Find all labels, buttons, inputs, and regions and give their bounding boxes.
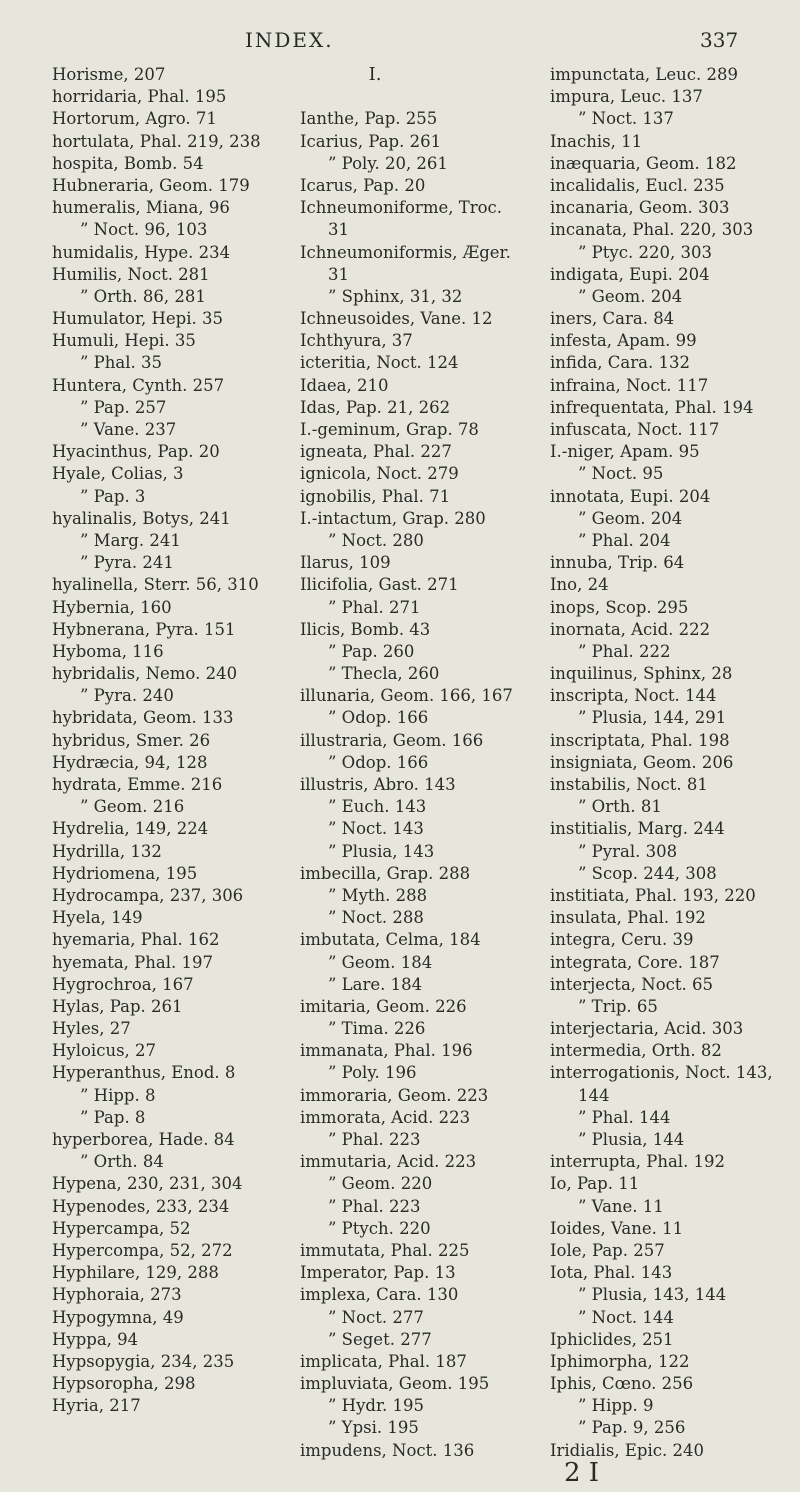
index-entry: ” Noct. 277	[328, 1307, 424, 1327]
index-entry: Hyles, 27	[52, 1019, 131, 1039]
index-entry: icteritia, Noct. 124	[300, 353, 459, 373]
index-entry: interrupta, Phal. 192	[550, 1152, 726, 1172]
index-entry: Io, Pap. 11	[550, 1174, 640, 1194]
index-entry: Hybnerana, Pyra. 151	[52, 619, 236, 639]
index-entry: ” Pyral. 308	[578, 841, 678, 861]
index-entry: Hypercompa, 52, 272	[52, 1240, 233, 1260]
index-entry: institialis, Marg. 244	[550, 819, 725, 839]
index-entry: Humuli, Hepi. 35	[52, 331, 196, 351]
index-entry: illunaria, Geom. 166, 167	[300, 686, 513, 706]
index-entry: Hygrochroa, 167	[52, 974, 194, 994]
index-entry: Ioides, Vane. 11	[550, 1218, 684, 1238]
index-entry: Iphis, Cœno. 256	[550, 1374, 694, 1394]
index-entry: ” Ypsi. 195	[328, 1418, 419, 1438]
index-entry: Hortorum, Agro. 71	[52, 109, 217, 129]
index-entry: Hyloicus, 27	[52, 1041, 157, 1061]
index-entry: ” Geom. 204	[578, 286, 683, 306]
index-entry: Hyphoraia, 273	[52, 1285, 182, 1305]
index-entry: ” Noct. 143	[328, 819, 424, 839]
index-entry: I.-intactum, Grap. 280	[300, 508, 486, 528]
index-entry: ” Geom. 204	[578, 508, 683, 528]
index-entry: ” Phal. 223	[328, 1130, 421, 1149]
index-entry: interjecta, Noct. 65	[550, 974, 713, 994]
index-entry: Ilicifolia, Gast. 271	[300, 575, 459, 595]
index-entry: ” Orth. 81	[578, 797, 662, 817]
index-entry: imitaria, Geom. 226	[300, 996, 467, 1016]
index-entry: ” Vane. 11	[578, 1196, 664, 1216]
index-entry: Iota, Phal. 143	[550, 1263, 673, 1283]
spacer	[300, 86, 540, 108]
index-entry: incanata, Phal. 220, 303	[550, 220, 754, 240]
index-entry: infraina, Noct. 117	[550, 375, 709, 395]
index-entry: hyperborea, Hade. 84	[52, 1130, 235, 1149]
index-entry: institiata, Phal. 193, 220	[550, 885, 756, 905]
index-entry: Iridialis, Epic. 240	[550, 1440, 704, 1460]
index-entry: ” Odop. 166	[328, 708, 429, 728]
index-entry: Ino, 24	[550, 575, 609, 595]
index-entry: ” Scop. 244, 308	[578, 863, 717, 883]
index-entry: ” Orth. 84	[80, 1152, 164, 1172]
index-entry: Icarus, Pap. 20	[300, 175, 426, 195]
index-entry: 31	[328, 264, 349, 284]
signature-mark: 2 I	[564, 1457, 600, 1488]
index-entry: implexa, Cara. 130	[300, 1285, 459, 1305]
index-entry: humidalis, Hype. 234	[52, 242, 231, 262]
index-entry: Hydrilla, 132	[52, 841, 162, 861]
index-entry: Iole, Pap. 257	[550, 1240, 665, 1260]
index-entry: ” Noct. 95	[578, 464, 664, 484]
index-entry: ” Pyra. 240	[80, 686, 174, 706]
index-entry: ” Plusia, 144	[578, 1130, 685, 1149]
index-entry: inornata, Acid. 222	[550, 619, 711, 639]
index-entry: hybridalis, Nemo. 240	[52, 664, 238, 684]
index-entry: ” Geom. 220	[328, 1174, 433, 1194]
index-entry: innotata, Eupi. 204	[550, 486, 711, 506]
index-entry: infrequentata, Phal. 194	[550, 397, 754, 417]
index-entry: ” Pap. 260	[328, 641, 415, 661]
index-entry: Hylas, Pap. 261	[52, 996, 183, 1016]
index-entry: 144	[578, 1085, 610, 1105]
index-entry: Hydræcia, 94, 128	[52, 752, 208, 772]
index-entry: hyemata, Phal. 197	[52, 952, 213, 972]
index-entry: ” Phal. 271	[328, 597, 421, 617]
index-entry: Icarius, Pap. 261	[300, 131, 442, 151]
index-entry: hyemaria, Phal. 162	[52, 930, 220, 950]
index-entry: ” Noct. 280	[328, 530, 424, 550]
index-entry: infesta, Apam. 99	[550, 331, 697, 351]
index-entry: Ichneumoniformis, Æger.	[300, 242, 511, 262]
index-entry: ” Hipp. 9	[578, 1396, 654, 1416]
index-entry: Hyppa, 94	[52, 1329, 139, 1349]
index-entry: ” Noct. 96, 103	[80, 220, 208, 240]
index-entry: ” Phal. 222	[578, 641, 671, 661]
page-header	[0, 28, 800, 58]
index-entry: Hyria, 217	[52, 1396, 141, 1416]
index-entry: ” Myth. 288	[328, 885, 428, 905]
index-entry: ” Sphinx, 31, 32	[328, 286, 463, 306]
index-entry: imbutata, Celma, 184	[300, 930, 481, 950]
index-entry: hospita, Bomb. 54	[52, 153, 204, 173]
index-entry: Horisme, 207	[52, 65, 166, 84]
index-entry: Hydrocampa, 237, 306	[52, 885, 244, 905]
index-entry: Hypenodes, 233, 234	[52, 1196, 230, 1216]
index-entry: ” Phal. 35	[80, 353, 163, 373]
index-entry: ” Ptyc. 220, 303	[578, 242, 712, 262]
index-column-1	[52, 64, 302, 1417]
index-entry: ” Ptych. 220	[328, 1218, 431, 1238]
index-entry: integrata, Core. 187	[550, 952, 720, 972]
index-entry: ” Euch. 143	[328, 797, 427, 817]
index-entry: hydrata, Emme. 216	[52, 775, 223, 794]
index-entry: infuscata, Noct. 117	[550, 420, 720, 439]
index-entry: hyalinalis, Botys, 241	[52, 508, 231, 528]
index-entry: imbecilla, Grap. 288	[300, 863, 471, 883]
index-entry: inscriptata, Phal. 198	[550, 730, 730, 750]
index-entry: 31	[328, 220, 349, 240]
index-entry: Hypogymna, 49	[52, 1307, 184, 1327]
index-entry: Inachis, 11	[550, 131, 643, 151]
index-entry: Hypena, 230, 231, 304	[52, 1174, 243, 1194]
index-entry: Hybernia, 160	[52, 597, 172, 617]
index-entry: ” Vane. 237	[80, 420, 177, 439]
index-entry: inæquaria, Geom. 182	[550, 153, 737, 173]
index-entry: insulata, Phal. 192	[550, 908, 706, 928]
index-entry: ” Tima. 226	[328, 1019, 426, 1039]
index-entry: ” Odop. 166	[328, 752, 429, 772]
index-entry: ” Hipp. 8	[80, 1085, 156, 1105]
index-entry: ” Pap. 9, 256	[578, 1418, 686, 1438]
index-entry: ” Plusia, 144, 291	[578, 708, 727, 728]
index-entry: Humilis, Noct. 281	[52, 264, 210, 284]
index-entry: igneata, Phal. 227	[300, 442, 452, 462]
index-entry: instabilis, Noct. 81	[550, 775, 708, 794]
index-entry: hybridata, Geom. 133	[52, 708, 234, 728]
index-column-3	[550, 64, 795, 1492]
index-entry: Iphimorpha, 122	[550, 1351, 690, 1371]
index-entry: hyalinella, Sterr. 56, 310	[52, 575, 259, 595]
page-number: 337	[700, 28, 739, 52]
index-entry: ” Orth. 86, 281	[80, 286, 206, 306]
index-entry: ” Thecla, 260	[328, 664, 440, 684]
index-entry: Hypercampa, 52	[52, 1218, 191, 1238]
index-entry: integra, Ceru. 39	[550, 930, 694, 950]
running-head: INDEX.	[245, 28, 334, 52]
index-entry: Ichneusoides, Vane. 12	[300, 309, 493, 329]
index-entry: inscripta, Noct. 144	[550, 686, 717, 706]
index-entry: impura, Leuc. 137	[550, 87, 703, 107]
index-entry: inops, Scop. 295	[550, 597, 689, 617]
index-entry: inquilinus, Sphinx, 28	[550, 664, 733, 684]
index-entry: Iphiclides, 251	[550, 1329, 674, 1349]
index-entry: ignobilis, Phal. 71	[300, 486, 451, 506]
index-entry: innuba, Trip. 64	[550, 553, 685, 573]
index-entry: Ichneumoniforme, Troc.	[300, 198, 503, 218]
index-entry: ” Pap. 3	[80, 486, 146, 506]
index-entry: impluviata, Geom. 195	[300, 1374, 490, 1394]
index-entry: Ilicis, Bomb. 43	[300, 619, 431, 639]
index-entry: Ianthe, Pap. 255	[300, 109, 438, 129]
section-letter: I.	[368, 64, 382, 85]
index-entry: Ichthyura, 37	[300, 331, 413, 351]
index-entry: Idaea, 210	[300, 375, 389, 395]
index-entry: ” Hydr. 195	[328, 1396, 425, 1416]
index-entry: intermedia, Orth. 82	[550, 1041, 722, 1061]
index-entry: ” Geom. 184	[328, 952, 433, 972]
index-entry: ” Poly. 196	[328, 1063, 417, 1083]
index-entry: horridaria, Phal. 195	[52, 87, 227, 107]
index-entry: ” Phal. 204	[578, 530, 671, 550]
index-entry: Hyboma, 116	[52, 641, 164, 661]
index-entry: Hypsopygia, 234, 235	[52, 1351, 235, 1371]
index-entry: Hydriomena, 195	[52, 863, 198, 883]
index-entry: ” Noct. 288	[328, 908, 424, 928]
index-entry: ” Plusia, 143	[328, 841, 435, 861]
index-entry: Huntera, Cynth. 257	[52, 375, 225, 395]
index-entry: Idas, Pap. 21, 262	[300, 397, 451, 417]
index-entry: Humulator, Hepi. 35	[52, 309, 224, 329]
index-entry: ” Phal. 223	[328, 1196, 421, 1216]
index-entry: ” Marg. 241	[80, 530, 181, 550]
index-entry: Hydrelia, 149, 224	[52, 819, 209, 839]
index-entry: ” Phal. 144	[578, 1107, 671, 1127]
index-entry: ” Plusia, 143, 144	[578, 1285, 727, 1305]
index-entry: infida, Cara. 132	[550, 353, 690, 373]
index-entry: iners, Cara. 84	[550, 309, 675, 329]
index-entry: I.-niger, Apam. 95	[550, 442, 700, 462]
index-entry: Imperator, Pap. 13	[300, 1263, 456, 1283]
index-entry: humeralis, Miana, 96	[52, 198, 230, 218]
index-entry: hortulata, Phal. 219, 238	[52, 131, 261, 151]
index-entry: hybridus, Smer. 26	[52, 730, 211, 750]
index-entry: illustraria, Geom. 166	[300, 730, 484, 750]
index-entry: impudens, Noct. 136	[300, 1440, 475, 1460]
index-entry: ” Lare. 184	[328, 974, 423, 994]
index-entry: Hyela, 149	[52, 908, 143, 928]
index-entry: indigata, Eupi. 204	[550, 264, 710, 284]
index-entry: Hyacinthus, Pap. 20	[52, 442, 220, 462]
index-entry: immoraria, Geom. 223	[300, 1085, 489, 1105]
index-entry: I.-geminum, Grap. 78	[300, 420, 479, 439]
index-entry: immutata, Phal. 225	[300, 1240, 470, 1260]
index-entry: interjectaria, Acid. 303	[550, 1019, 744, 1039]
index-entry: Hubneraria, Geom. 179	[52, 175, 250, 195]
index-entry: ” Pap. 257	[80, 397, 167, 417]
index-entry: immorata, Acid. 223	[300, 1107, 471, 1127]
index-entry: Ilarus, 109	[300, 553, 391, 573]
index-column-2	[300, 64, 540, 1462]
index-entry: ” Geom. 216	[80, 797, 185, 817]
index-entry: incalidalis, Eucl. 235	[550, 175, 725, 195]
index-entry: implicata, Phal. 187	[300, 1351, 467, 1371]
index-entry: interrogationis, Noct. 143,	[550, 1063, 773, 1083]
index-entry: Hyphilare, 129, 288	[52, 1263, 219, 1283]
index-entry: ” Trip. 65	[578, 996, 658, 1016]
index-entry: immanata, Phal. 196	[300, 1041, 473, 1061]
index-entry: Hypsoropha, 298	[52, 1374, 196, 1394]
index-entry: insigniata, Geom. 206	[550, 752, 734, 772]
index-entry: ” Seget. 277	[328, 1329, 432, 1349]
index-entry: Hyale, Colias, 3	[52, 464, 184, 484]
index-entry: ” Noct. 144	[578, 1307, 674, 1327]
index-entry: Hyperanthus, Enod. 8	[52, 1063, 236, 1083]
index-entry: immutaria, Acid. 223	[300, 1152, 477, 1172]
index-entry: incanaria, Geom. 303	[550, 198, 730, 218]
index-entry: ” Pap. 8	[80, 1107, 146, 1127]
index-entry: ignicola, Noct. 279	[300, 464, 459, 484]
index-entry: ” Pyra. 241	[80, 553, 174, 573]
index-entry: impunctata, Leuc. 289	[550, 65, 738, 84]
index-entry: ” Poly. 20, 261	[328, 153, 448, 173]
index-entry: illustris, Abro. 143	[300, 775, 456, 794]
index-entry: ” Noct. 137	[578, 109, 674, 129]
